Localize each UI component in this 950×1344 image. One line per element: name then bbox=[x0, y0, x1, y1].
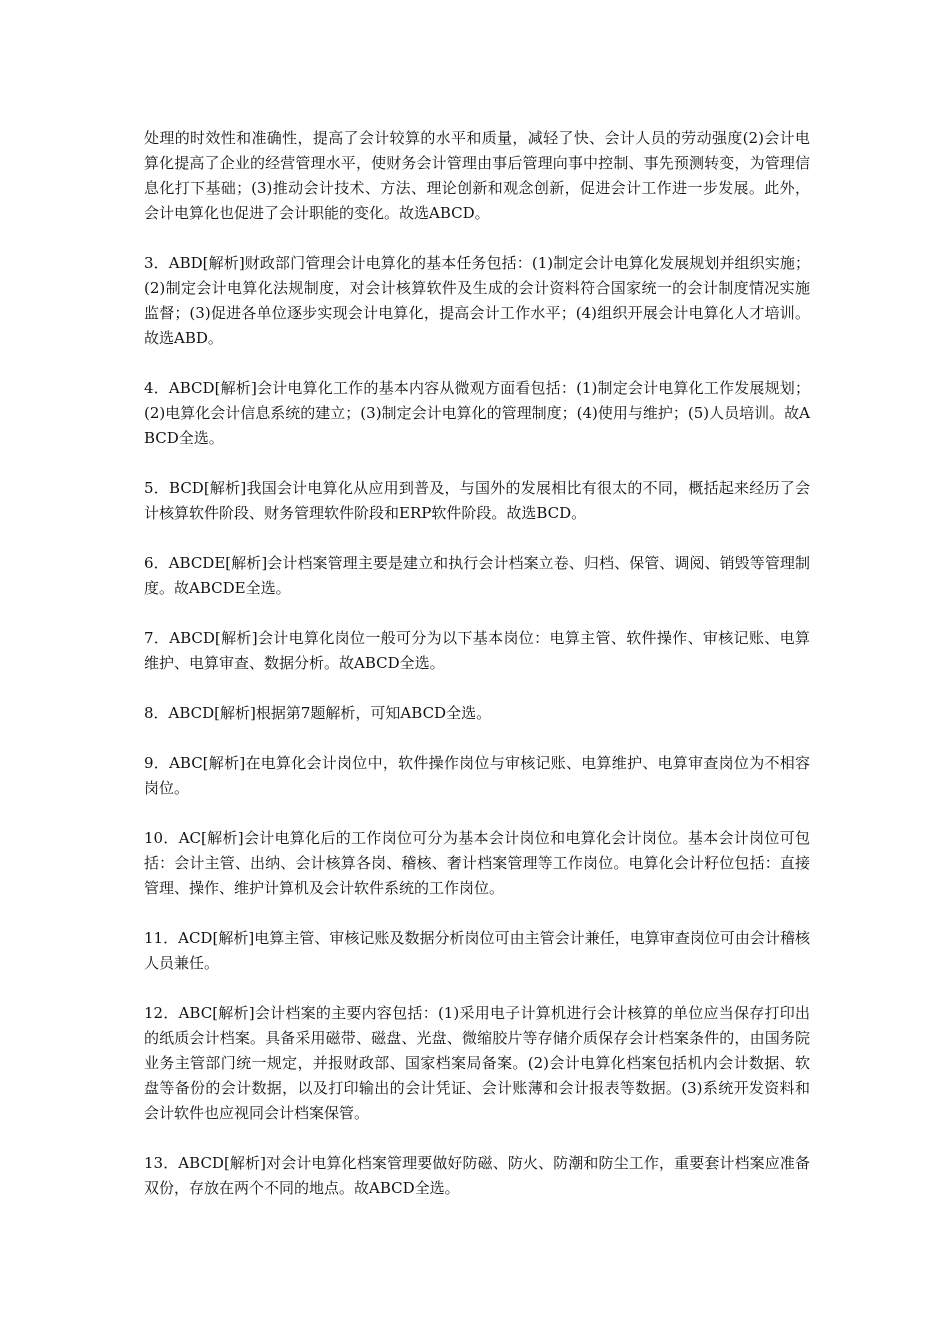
answer-5-paragraph: 5．BCD[解析]我国会计电算化从应用到普及，与国外的发展相比有很太的不同，概括起来经历了会计核算软件阶段、财务管理软件阶段和ERP软件阶段。故选BCD。 bbox=[144, 479, 810, 522]
document-body bbox=[144, 126, 810, 1201]
answer-10-paragraph: 10．AC[解析]会计电算化后的工作岗位可分为基本会计岗位和电算化会计岗位。基本会计岗位可包括：会计主管、出纳、会计核算各岗、稽核、奢计档案管理等工作岗位。电算化会计籽位包括：直接管理、操作、维护计算机及会计软件系统的工作岗位。 bbox=[144, 829, 810, 897]
answer-13-paragraph: 13．ABCD[解析]对会计电算化档案管理要做好防磁、防火、防潮和防尘工作，重要套计档案应准备双份，存放在两个不同的地点。故ABCD全选。 bbox=[144, 1154, 810, 1197]
answer-11-paragraph: 11．ACD[解析]电算主管、审核记账及数据分析岗位可由主管会计兼任，电算审查岗位可由会计稽核人员兼任。 bbox=[144, 929, 810, 972]
answer-7-paragraph: 7．ABCD[解析]会计电算化岗位一般可分为以下基本岗位：电算主管、软件操作、审核记账、电算维护、电算审查、数据分析。故ABCD全选。 bbox=[144, 629, 810, 672]
answer-8-paragraph: 8．ABCD[解析]根据第7题解析，可知ABCD全选。 bbox=[144, 704, 492, 722]
answer-6-paragraph: 6．ABCDE[解析]会计档案管理主要是建立和执行会计档案立卷、归档、保管、调阅、销毁等管理制度。故ABCDE全选。 bbox=[144, 554, 810, 597]
answer-4-paragraph: 4．ABCD[解析]会计电算化工作的基本内容从微观方面看包括：(1)制定会计电算化工作发展规划；(2)电算化会计信息系统的建立；(3)制定会计电算化的管理制度；(4)使用与维护；(5)人员培训。故ABCD全选。 bbox=[144, 379, 810, 447]
answer-12-paragraph: 12．ABC[解析]会计档案的主要内容包括：(1)采用电子计算机进行会计核算的单位应当保存打印出的纸质会计档案。具备采用磁带、磁盘、光盘、微缩胶片等存储介质保存会计档案条件的，由国务院业务主管部门统一规定，并报财政部、国家档案局备案。(2)会计电算化档案包括机内会计数据、软盘等备份的会计数据，以及打印输出的会计凭证、会计账薄和会计报表等数据。(3)系统开发资料和会计软件也应视同会计档案保管。 bbox=[144, 1004, 810, 1122]
answer-9-paragraph: 9．ABC[解析]在电算化会计岗位中，软件操作岗位与审核记账、电算维护、电算审查岗位为不相容岗位。 bbox=[144, 754, 810, 797]
paragraph-continuation: 处理的时效性和准确性，提高了会计较算的水平和质量，减轻了快、会计人员的劳动强度(2)会计电算化提高了企业的经营管理水平，使财务会计管理由事后管理向事中控制、事先预测转变，为管理信息化打下基础；(3)推动会计技术、方法、理论创新和观念创新，促进会计工作进一步发展。此外，会计电算化也促进了会计职能的变化。故选ABCD。 bbox=[144, 129, 810, 222]
answer-3-paragraph: 3．ABD[解析]财政部门管理会计电算化的基本任务包括：(1)制定会计电算化发展规划并组织实施；(2)制定会计电算化法规制度，对会计核算软件及生成的会计资料符合国家统一的会计制度情况实施监督；(3)促进各单位逐步实现会计电算化，提高会计工作水平；(4)组织开展会计电算化人才培训。故选ABD。 bbox=[144, 254, 810, 347]
